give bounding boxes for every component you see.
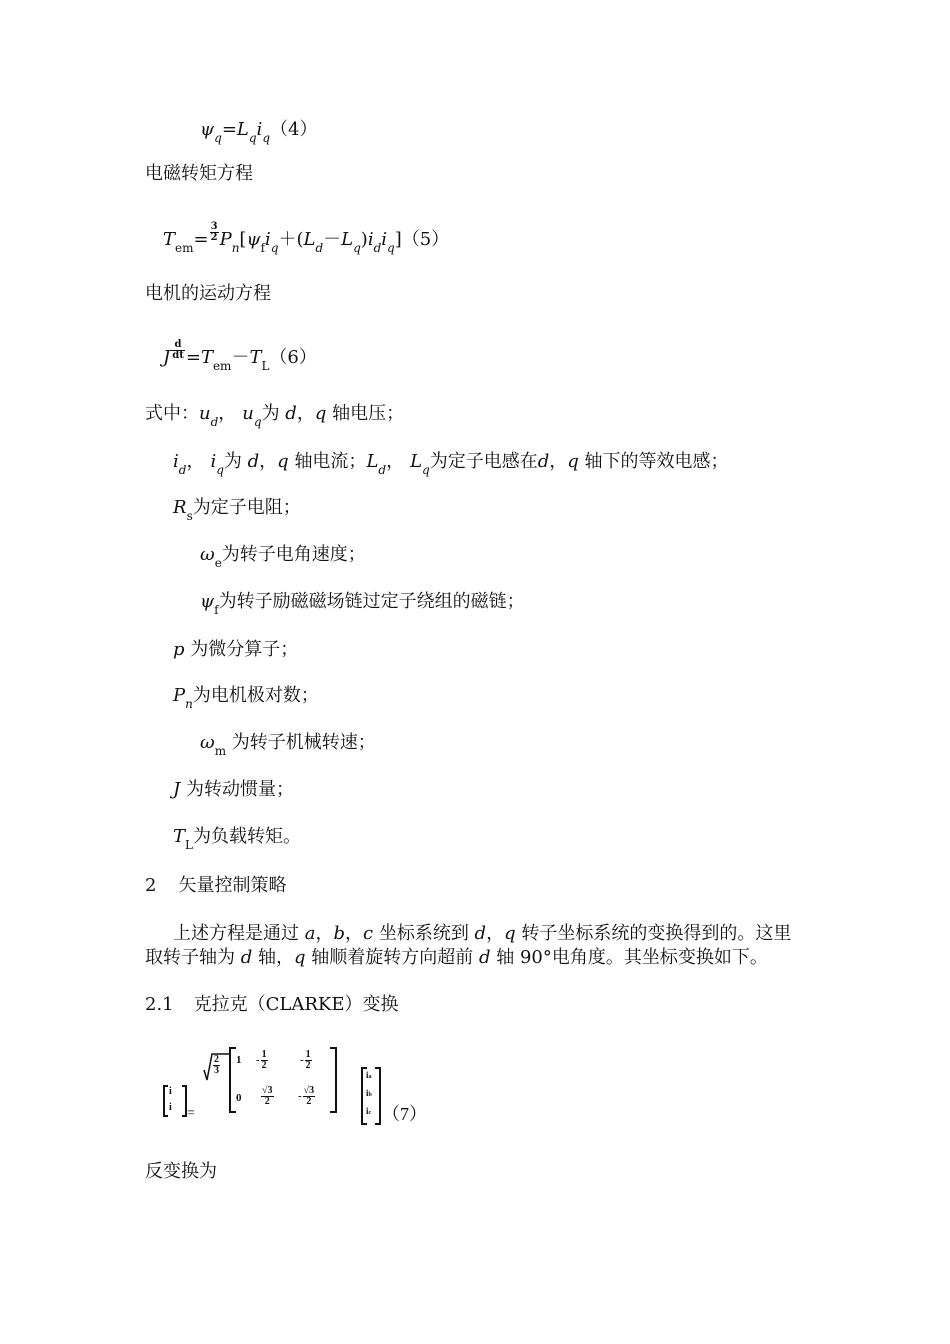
equation-number: （6） [269, 347, 317, 368]
definition-omega-e: $\omega_e$为转子电角速度； [200, 544, 366, 570]
equation-4: $\psi_q=L_qi_q(4)$ [200, 119, 318, 145]
definition-omega-m: $\omega_m$ 为转子机械转速； [200, 732, 376, 758]
equation-number: （5） [401, 229, 450, 250]
matrix-r1c2: - $\frac{1}{2}$ [256, 1049, 267, 1071]
section-2-1-heading: 2.1 克拉克（CLARKE）变换 [145, 994, 399, 1015]
paragraph-line-1: 上述方程是通过 a，b，c 坐标系统到 d，q 转子坐标系统的变换得到的。这里 [173, 923, 792, 944]
equation-number: （4） [270, 119, 318, 140]
equation-5: $T_{em}=$ $\frac{3}{2}$ $P_n[\psi_fi_q+(L_d-L_q)i_di_q](5)$ [163, 220, 450, 255]
heading-motion-equation: 电机的运动方程 [145, 283, 271, 304]
section-2-heading: 2 矢量控制策略 [145, 875, 287, 896]
definition-i-l: $i_d$， $i_q$为 d，q 轴电流；$L_d$， $L_q$为定子电感在d，q 轴下的等效电感； [173, 451, 729, 477]
sqrt-two-thirds: $\frac{2}{3}$ [214, 1054, 219, 1077]
definition-p: p 为微分算子； [173, 639, 299, 660]
definition-u: 式中：$u_d$， $u_q$为 d，q 轴电压； [145, 403, 405, 429]
definition-tl: $T_L$为负载转矩。 [173, 826, 301, 852]
definition-psi-f: $\psi_f$为转子励磁磁场链过定子绕组的磁链； [200, 591, 525, 617]
matrix-r2c3: - $\frac{√3}{2}$ [298, 1085, 315, 1107]
definition-j: J 为转动惯量； [173, 779, 294, 800]
matrix-r2c2: $\frac{√3}{2}$ [262, 1085, 273, 1107]
matrix-r1c3: - $\frac{1}{2}$ [300, 1049, 311, 1071]
paragraph-line-2: 取转子轴为 d 轴，q 轴顺着旋转方向超前 d 轴 90°电角度。其坐标变换如下。 [145, 947, 768, 968]
fraction-three-halves: $\frac{3}{2}$ [210, 220, 218, 243]
equation-7: i i = $\frac{2}{3}$ 1 - $\frac{1}{2}$ - $\frac{1}{2}$ 0 $\frac{√3}{2}$ - $\frac{√3}{2}$ ia ib ic （7） [160, 1040, 460, 1130]
equation-number: （7） [382, 1104, 427, 1124]
heading-torque-equation: 电磁转矩方程 [145, 163, 253, 184]
definition-pn: $P_n$为电机极对数； [173, 685, 319, 711]
inverse-transform-heading: 反变换为 [145, 1161, 217, 1182]
fraction-d-omega-dt: $\frac{d}{dt}$ [172, 338, 184, 361]
equation-6: J $\frac{d}{dt}$ $=T_{em}-T_L(6)$ [163, 338, 317, 373]
definition-rs: $R_s$为定子电阻； [173, 497, 301, 523]
